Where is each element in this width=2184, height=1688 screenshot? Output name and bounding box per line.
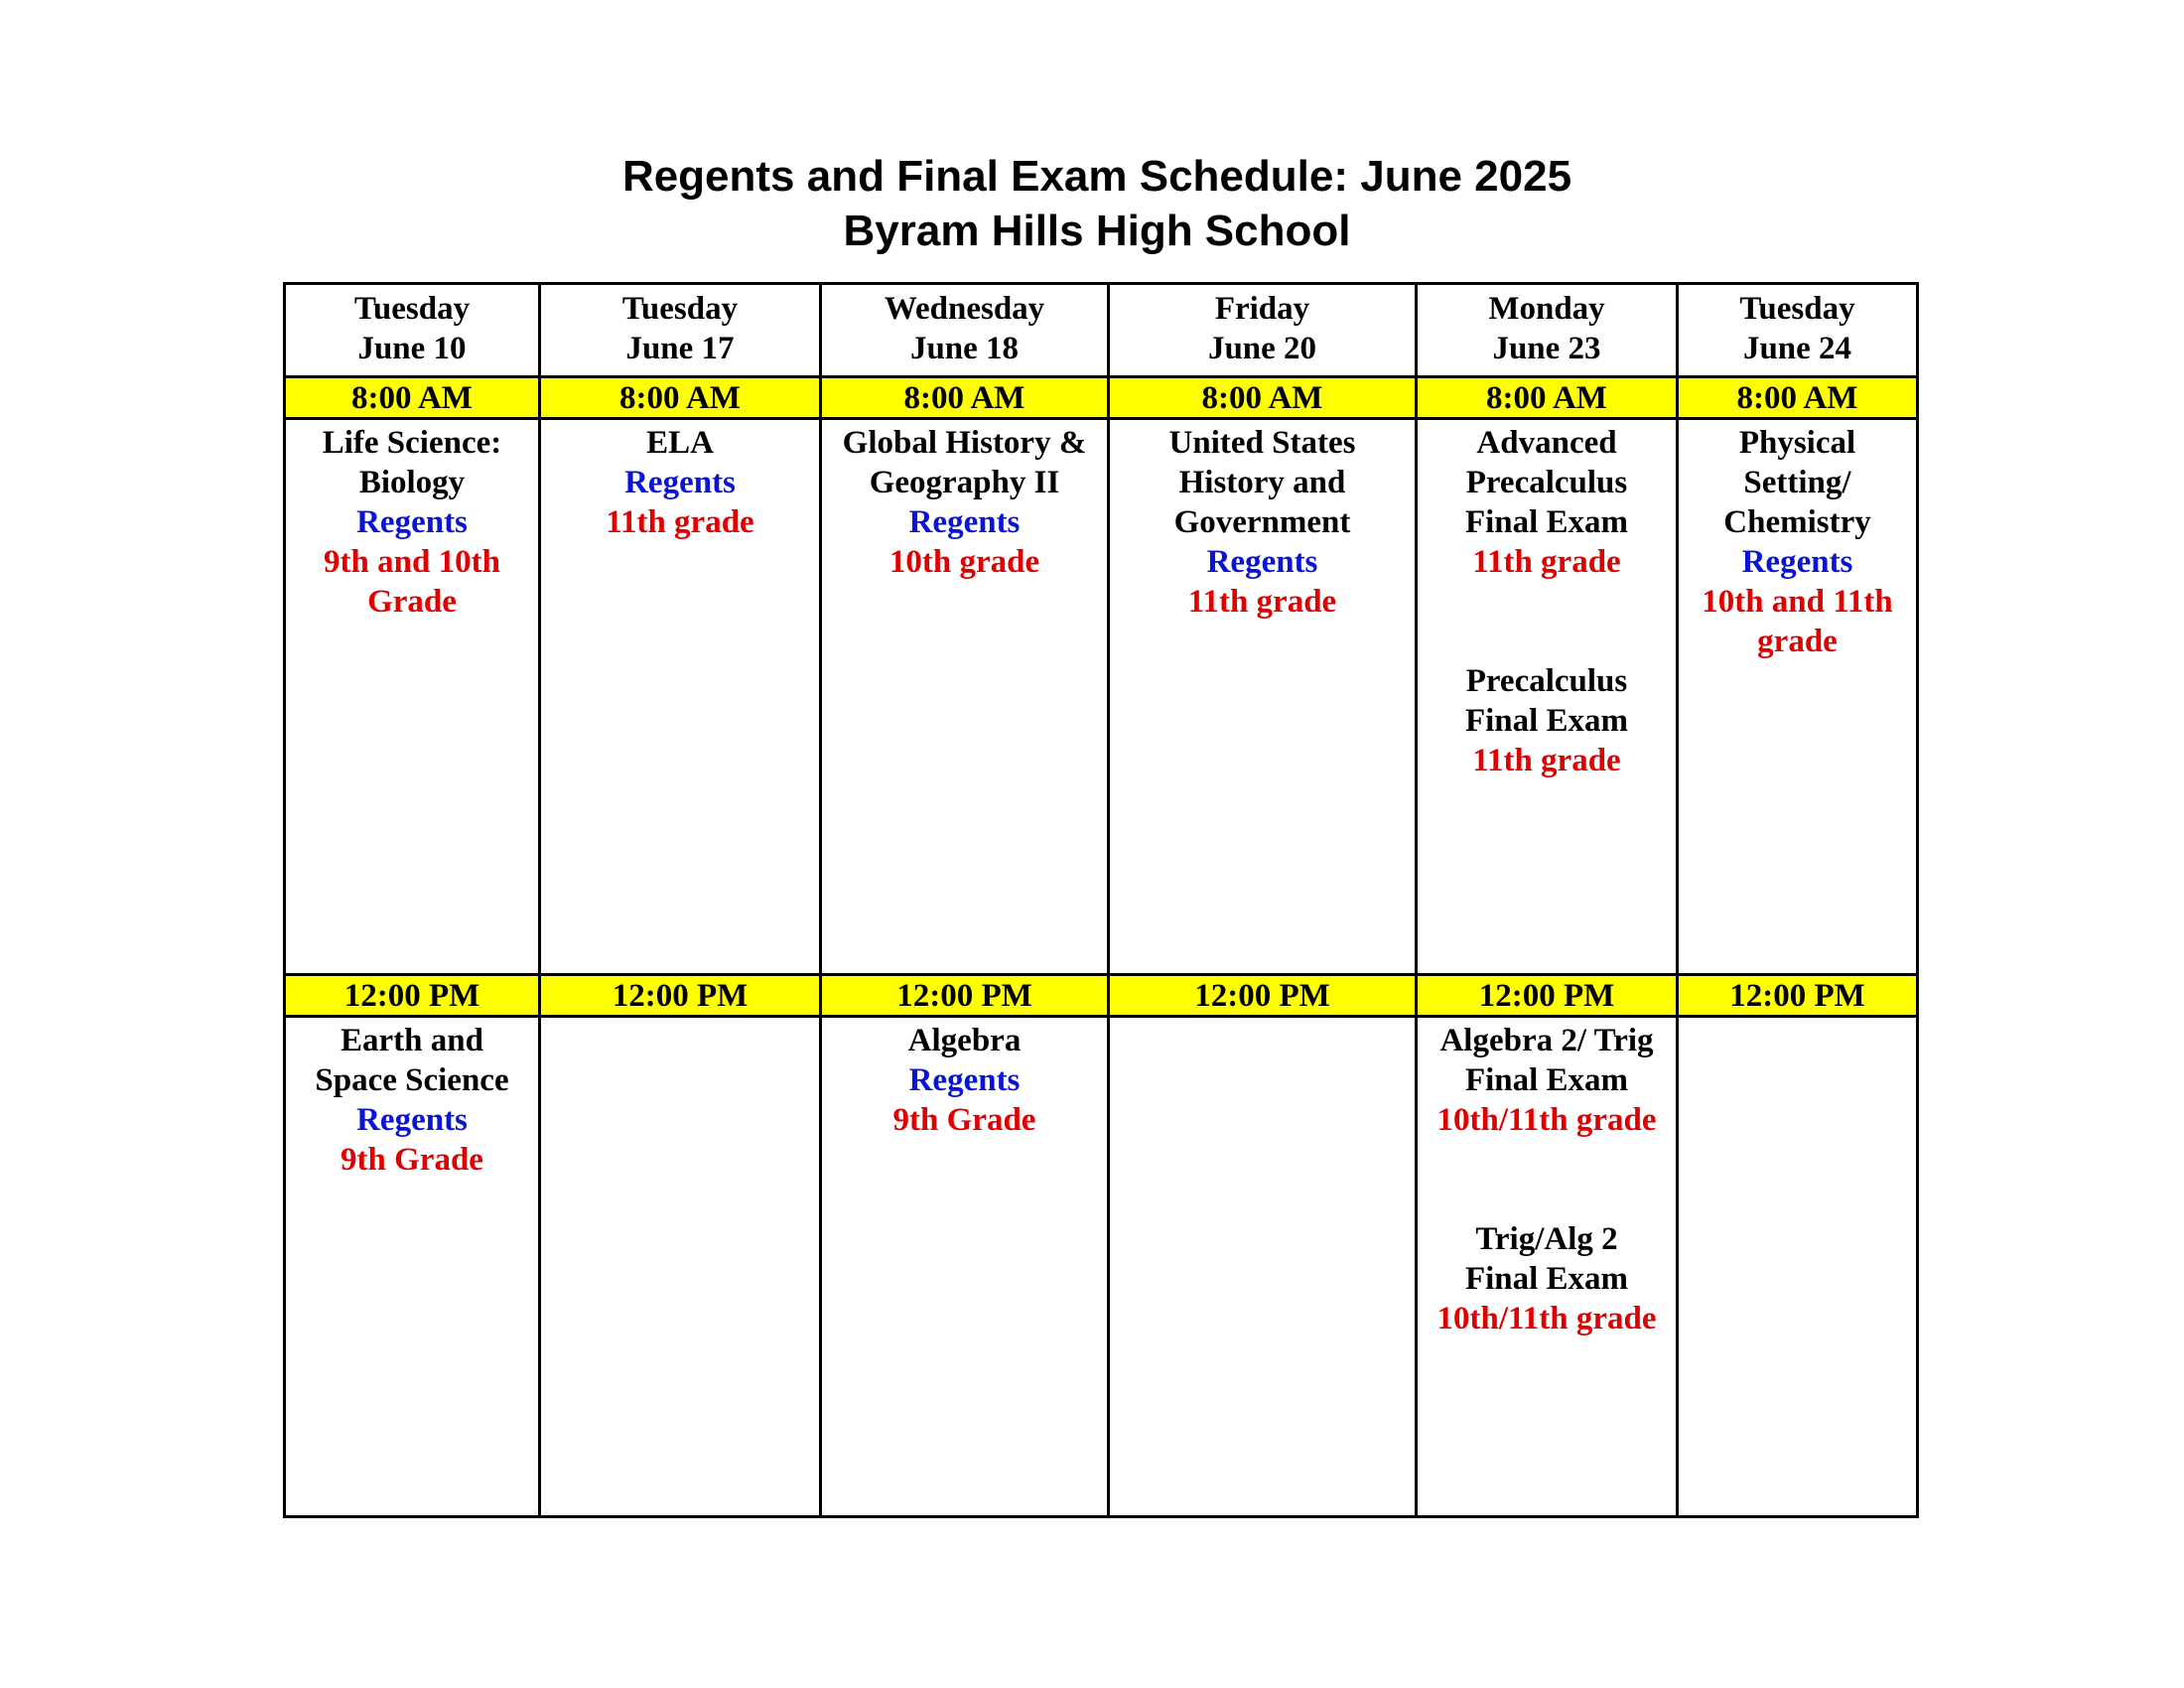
day-header [540, 284, 821, 377]
exam-cell [540, 1017, 821, 1517]
exam-subject-line: Final Exam [1464, 703, 1629, 739]
exam-subject-line: Algebra 2/ Trig [1439, 1023, 1654, 1058]
day-weekday: Tuesday [353, 291, 471, 327]
day-date: June 18 [909, 331, 1020, 366]
time-slot-label: 8:00 AM [285, 377, 540, 419]
grade-level-label: 10th and 11th [1702, 584, 1893, 620]
exam-type-label: Regents [908, 1062, 1021, 1098]
morning-time-row [285, 377, 1918, 419]
exam-cell [1678, 1017, 1918, 1517]
exam-subject-line: Final Exam [1464, 1261, 1629, 1297]
exam-subject-line: Setting/ [1743, 465, 1851, 500]
exam-subject-line: Space Science [315, 1062, 509, 1098]
exam-subject-line: Final Exam [1464, 1062, 1629, 1098]
exam-cell [1417, 1017, 1678, 1517]
grade-level-label: grade [1757, 624, 1838, 659]
exam-subject-line: Precalculus [1465, 465, 1628, 500]
day-date: June 10 [357, 331, 467, 366]
exam-schedule-table [283, 282, 1919, 1518]
grade-level-label: 11th grade [606, 504, 754, 540]
exam-subject-line: Advanced [1476, 425, 1617, 461]
time-slot-label: 12:00 PM [821, 975, 1109, 1017]
exam-subject-line: United States [1168, 425, 1356, 461]
grade-level-label: 11th grade [1187, 584, 1337, 620]
exam-cell [821, 1017, 1109, 1517]
school-name: Byram Hills High School [843, 207, 1351, 255]
time-slot-label: 12:00 PM [1678, 975, 1918, 1017]
grade-level-label: 9th and 10th [324, 544, 500, 580]
grade-level-label: 11th grade [1472, 743, 1621, 778]
time-slot-label: 12:00 PM [1109, 975, 1417, 1017]
day-weekday: Tuesday [1739, 291, 1855, 327]
grade-level-label: 10th/11th grade [1436, 1102, 1657, 1138]
exam-spacer [1422, 1140, 1672, 1219]
afternoon-time-row [285, 975, 1918, 1017]
exam-subject-line: Chemistry [1723, 504, 1871, 540]
exam-cell [1109, 419, 1417, 975]
day-header-row [285, 284, 1918, 377]
exam-type-label: Regents [356, 504, 468, 540]
time-slot-label: 12:00 PM [1417, 975, 1678, 1017]
exam-subject-line: History and [1178, 465, 1346, 500]
day-date: June 20 [1207, 331, 1317, 366]
exam-subject-line: Life Science: [322, 425, 502, 461]
grade-level-label: 10th grade [888, 544, 1040, 580]
day-header [1678, 284, 1918, 377]
exam-subject-line: Global History & [842, 425, 1087, 461]
exam-type-label: Regents [356, 1102, 468, 1138]
time-slot-label: 8:00 AM [1109, 377, 1417, 419]
time-slot-label: 8:00 AM [540, 377, 821, 419]
grade-level-label: 9th Grade [892, 1102, 1036, 1138]
day-header [821, 284, 1109, 377]
time-slot-label: 12:00 PM [285, 975, 540, 1017]
day-date: June 23 [1492, 331, 1601, 366]
exam-subject-line: Physical [1738, 425, 1856, 461]
exam-subject-line: Final Exam [1464, 504, 1629, 540]
exam-type-label: Regents [1206, 544, 1318, 580]
exam-cell [285, 1017, 540, 1517]
exam-subject-line: Precalculus [1465, 663, 1628, 699]
exam-cell [821, 419, 1109, 975]
time-slot-label: 12:00 PM [540, 975, 821, 1017]
exam-subject-line: Geography II [869, 465, 1060, 500]
day-weekday: Tuesday [621, 291, 739, 327]
exam-subject-line: ELA [646, 425, 714, 461]
exam-type-label: Regents [624, 465, 736, 500]
day-weekday: Friday [1214, 291, 1310, 327]
time-slot-label: 8:00 AM [821, 377, 1109, 419]
exam-subject-line: Algebra [907, 1023, 1022, 1058]
day-header [1417, 284, 1678, 377]
exam-cell [540, 419, 821, 975]
grade-level-label: 10th/11th grade [1436, 1301, 1657, 1336]
time-slot-label: 8:00 AM [1678, 377, 1918, 419]
grade-level-label: 9th Grade [341, 1142, 483, 1178]
exam-cell [285, 419, 540, 975]
exam-subject-line: Trig/Alg 2 [1475, 1221, 1618, 1257]
exam-subject-line: Government [1173, 504, 1351, 540]
exam-type-label: Regents [908, 504, 1021, 540]
day-weekday: Wednesday [884, 291, 1045, 327]
day-date: June 17 [625, 331, 735, 366]
grade-level-label: Grade [367, 584, 457, 620]
morning-exam-row [285, 419, 1918, 975]
day-header [285, 284, 540, 377]
exam-cell [1109, 1017, 1417, 1517]
day-weekday: Monday [1488, 291, 1605, 327]
day-header [1109, 284, 1417, 377]
exam-cell [1417, 419, 1678, 975]
exam-subject-line: Earth and [341, 1023, 483, 1058]
day-date: June 24 [1742, 331, 1852, 366]
document-header [0, 149, 2184, 258]
time-slot-label: 8:00 AM [1417, 377, 1678, 419]
afternoon-exam-row [285, 1017, 1918, 1517]
page-title: Regents and Final Exam Schedule: June 2025 [621, 152, 1572, 201]
exam-subject-line: Biology [358, 465, 466, 500]
exam-cell [1678, 419, 1918, 975]
exam-spacer [1422, 582, 1672, 661]
exam-type-label: Regents [1741, 544, 1853, 580]
grade-level-label: 11th grade [1472, 544, 1621, 580]
